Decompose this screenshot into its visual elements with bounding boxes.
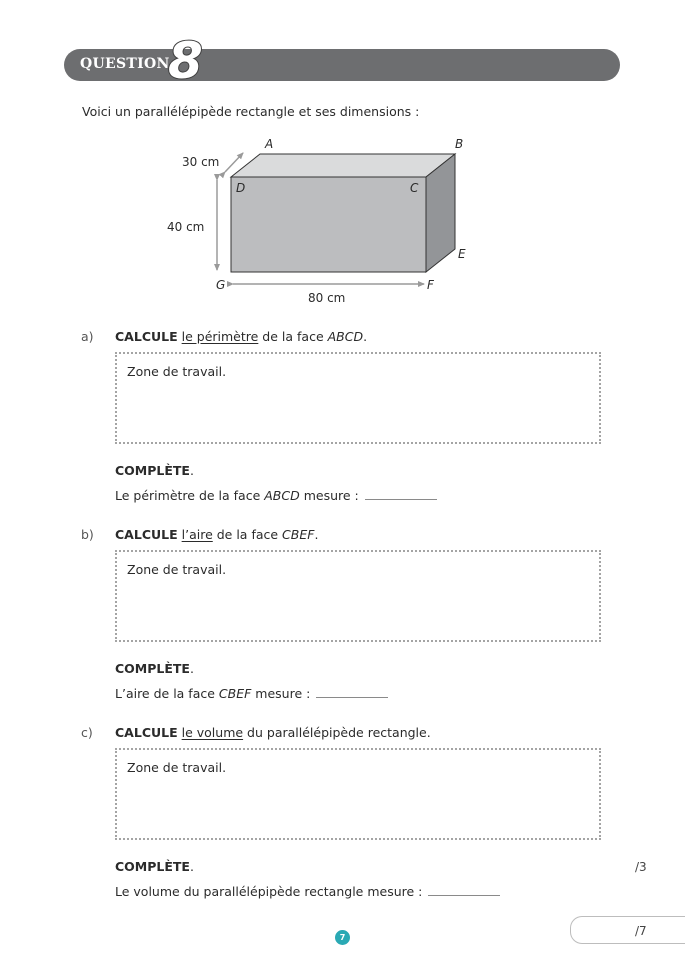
part-c-letter: c) [81, 725, 93, 740]
part-c-verb: CALCULE [115, 725, 178, 740]
part-b-answer-blank[interactable] [316, 687, 388, 698]
part-a-verb: CALCULE [115, 329, 178, 344]
total-score-box [570, 916, 685, 944]
part-a-end: . [363, 329, 368, 344]
part-a-letter: a) [81, 329, 94, 344]
part-b-work-label: Zone de travail. [127, 562, 227, 577]
front-face [231, 177, 426, 272]
part-c-underlined: le volume [181, 725, 244, 740]
part-a-underlined: le périmètre [181, 329, 259, 344]
part-b-verb: CALCULE [115, 527, 178, 542]
part-a-answer-blank[interactable] [365, 489, 437, 500]
vertex-c: C [410, 181, 419, 195]
question-label: QUESTION [80, 56, 170, 72]
part-b-underlined: l’aire [181, 527, 213, 542]
top-face [231, 154, 455, 177]
depth-label: 30 cm [182, 155, 220, 169]
part-b-rest: de la face [212, 527, 283, 542]
width-label: 80 cm [308, 291, 346, 305]
part-b-answer-line: L’aire de la face CBEF mesure : [115, 686, 388, 701]
part-c-answer-blank[interactable] [428, 885, 500, 896]
part-a-work-label: Zone de travail. [127, 364, 227, 379]
part-c-answer-line: Le volume du parallélépipède rectangle mesure : [115, 884, 500, 899]
question-number: 8 [168, 32, 203, 90]
vertex-a: A [265, 137, 274, 151]
vertex-f: F [427, 278, 434, 292]
intro-text: Voici un parallélépipède rectangle et ses dimensions : [82, 104, 420, 119]
part-c-question [115, 725, 431, 740]
page-number-badge: 7 [335, 930, 350, 945]
box-figure [0, 0, 685, 320]
vertex-d: D [236, 181, 246, 195]
vertex-b: B [455, 137, 464, 151]
part-a-answer-line: Le périmètre de la face ABCD mesure : [115, 488, 437, 503]
vertex-g: G [216, 278, 226, 292]
part-c-work-zone[interactable] [115, 748, 601, 840]
part-b-end: . [314, 527, 319, 542]
part-b-question [115, 527, 318, 542]
part-a-work-zone[interactable] [115, 352, 601, 444]
part-b-face: CBEF [282, 527, 315, 542]
height-label: 40 cm [167, 220, 205, 234]
part-b-complete: COMPLÈTE. [115, 661, 194, 676]
part-b-letter: b) [81, 527, 94, 542]
part-a-face: ABCD [327, 329, 364, 344]
score-part: /3 [635, 860, 647, 874]
part-c-rest: du parallélépipède rectangle. [243, 725, 431, 740]
part-b-work-zone[interactable] [115, 550, 601, 642]
score-total: /7 [635, 924, 647, 938]
part-a-question [115, 329, 367, 344]
part-c-work-label: Zone de travail. [127, 760, 227, 775]
part-c-complete: COMPLÈTE. [115, 859, 194, 874]
part-a-rest: de la face [258, 329, 328, 344]
part-a-complete: COMPLÈTE. [115, 463, 194, 478]
vertex-e: E [458, 247, 466, 261]
